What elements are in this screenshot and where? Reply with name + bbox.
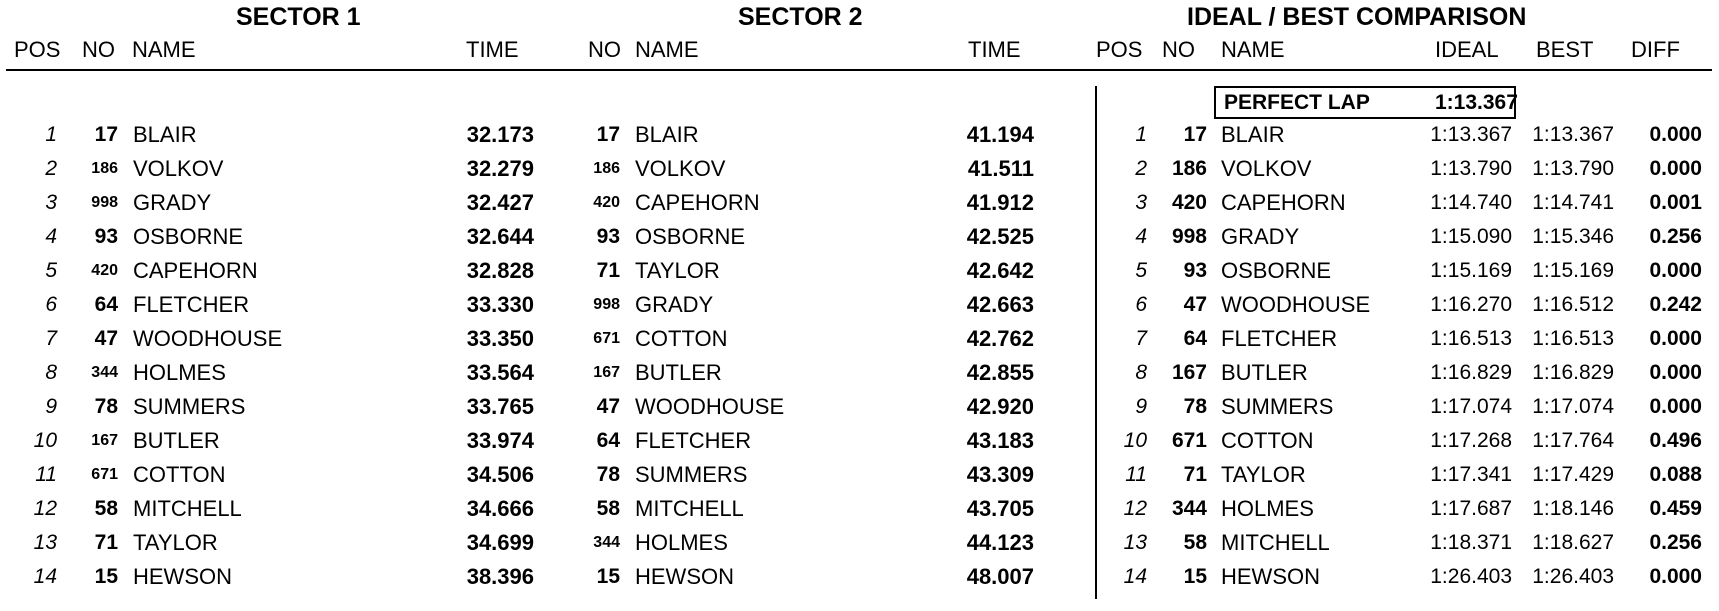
sector2-no: 344 xyxy=(593,534,620,551)
comparison-best: 1:15.346 xyxy=(1532,225,1614,248)
sector1-header-pos: POS xyxy=(14,37,61,62)
comparison-name: VOLKOV xyxy=(1221,156,1312,181)
comparison-best: 1:26.403 xyxy=(1532,565,1614,588)
comparison-pos: 3 xyxy=(1135,191,1147,214)
comparison-name: MITCHELL xyxy=(1221,530,1330,555)
comparison-diff: 0.000 xyxy=(1649,327,1702,350)
sector1-no: 671 xyxy=(91,466,118,483)
sector1-pos: 11 xyxy=(35,463,57,486)
table-row xyxy=(0,220,1719,254)
sector2-no: 93 xyxy=(596,225,620,248)
sector1-no: 420 xyxy=(91,262,118,279)
sector1-time: 34.666 xyxy=(466,496,534,521)
comparison-pos: 13 xyxy=(1123,531,1147,554)
sector1-pos: 12 xyxy=(33,497,57,520)
sector1-pos: 2 xyxy=(45,157,57,180)
comparison-ideal: 1:15.169 xyxy=(1430,259,1512,282)
sector1-time: 34.506 xyxy=(466,462,534,487)
sector1-no: 15 xyxy=(94,565,118,588)
sector1-pos: 3 xyxy=(45,191,57,214)
comparison-pos: 12 xyxy=(1123,497,1147,520)
sector2-time: 42.855 xyxy=(966,360,1034,385)
comparison-diff: 0.256 xyxy=(1649,531,1702,554)
comparison-pos: 8 xyxy=(1135,361,1147,384)
sector1-name: HEWSON xyxy=(133,564,232,589)
sector1-time: 34.699 xyxy=(466,530,534,555)
comparison-diff: 0.459 xyxy=(1649,497,1702,520)
comparison-best: 1:16.829 xyxy=(1532,361,1614,384)
comparison-best: 1:17.764 xyxy=(1532,429,1614,452)
comparison-no: 671 xyxy=(1171,429,1207,452)
sector1-pos: 13 xyxy=(33,531,57,554)
sector1-time: 33.350 xyxy=(466,326,534,351)
comparison-diff: 0.000 xyxy=(1649,157,1702,180)
sector1-pos: 10 xyxy=(33,429,57,452)
sector1-no: 47 xyxy=(94,327,118,350)
comparison-name: TAYLOR xyxy=(1221,462,1306,487)
sector2-name: FLETCHER xyxy=(635,428,752,453)
comparison-pos: 2 xyxy=(1135,157,1147,180)
sector1-no: 71 xyxy=(94,531,118,554)
sector2-header-no: NO xyxy=(588,37,621,62)
comparison-pos: 14 xyxy=(1123,565,1147,588)
comparison-header-no: NO xyxy=(1162,37,1195,62)
sector1-pos: 1 xyxy=(45,123,57,146)
table-row xyxy=(0,356,1719,390)
sector1-name: MITCHELL xyxy=(133,496,242,521)
sector2-time: 43.309 xyxy=(966,462,1034,487)
sector1-time: 32.427 xyxy=(466,190,534,215)
sector1-name: BLAIR xyxy=(133,122,197,147)
comparison-best: 1:17.429 xyxy=(1532,463,1614,486)
comparison-ideal: 1:16.513 xyxy=(1430,327,1512,350)
sector2-name: BUTLER xyxy=(635,360,722,385)
sector1-pos: 6 xyxy=(45,293,57,316)
comparison-no: 64 xyxy=(1183,327,1207,350)
comparison-pos: 1 xyxy=(1135,123,1147,146)
sector2-name: COTTON xyxy=(635,326,728,351)
sector2-no: 671 xyxy=(593,330,620,347)
comparison-no: 93 xyxy=(1183,259,1207,282)
comparison-best: 1:13.367 xyxy=(1532,123,1614,146)
table-row xyxy=(0,560,1719,594)
sector1-time: 32.828 xyxy=(466,258,534,283)
sector2-no: 186 xyxy=(593,160,620,177)
comparison-ideal: 1:26.403 xyxy=(1430,565,1512,588)
perfect-lap-value: 1:13.367 xyxy=(1435,91,1518,114)
sector2-header-time: TIME xyxy=(968,37,1021,62)
comparison-no: 47 xyxy=(1183,293,1207,316)
comparison-ideal: 1:16.270 xyxy=(1430,293,1512,316)
header-rule xyxy=(6,69,1712,71)
comparison-ideal: 1:13.367 xyxy=(1430,123,1512,146)
comparison-diff: 0.242 xyxy=(1649,293,1702,316)
comparison-header-diff: DIFF xyxy=(1631,37,1680,62)
perfect-lap-label: PERFECT LAP xyxy=(1224,91,1370,114)
sector2-name: WOODHOUSE xyxy=(635,394,785,419)
comparison-diff: 0.256 xyxy=(1649,225,1702,248)
sector1-name: TAYLOR xyxy=(133,530,218,555)
sector2-time: 44.123 xyxy=(966,530,1034,555)
sector1-header-time: TIME xyxy=(466,37,519,62)
sector1-time: 32.644 xyxy=(466,224,534,249)
table-row xyxy=(0,424,1719,458)
comparison-best: 1:16.513 xyxy=(1532,327,1614,350)
sector2-time: 41.912 xyxy=(966,190,1034,215)
sector1-no: 167 xyxy=(91,432,118,449)
comparison-header-pos: POS xyxy=(1096,37,1143,62)
comparison-ideal: 1:17.687 xyxy=(1430,497,1512,520)
comparison-best: 1:14.741 xyxy=(1532,191,1614,214)
sector1-header-name: NAME xyxy=(132,37,196,62)
comparison-name: WOODHOUSE xyxy=(1221,292,1371,317)
sector1-name: VOLKOV xyxy=(133,156,224,181)
comparison-no: 17 xyxy=(1183,123,1207,146)
sector1-name: CAPEHORN xyxy=(133,258,258,283)
comparison-diff: 0.000 xyxy=(1649,361,1702,384)
comparison-no: 420 xyxy=(1171,191,1207,214)
sector1-no: 93 xyxy=(94,225,118,248)
sector1-title: SECTOR 1 xyxy=(236,3,361,31)
table-row xyxy=(0,186,1719,220)
comparison-ideal: 1:16.829 xyxy=(1430,361,1512,384)
comparison-best: 1:15.169 xyxy=(1532,259,1614,282)
comparison-no: 998 xyxy=(1171,225,1207,248)
comparison-header-ideal: IDEAL xyxy=(1435,37,1499,62)
sector1-no: 344 xyxy=(91,364,118,381)
sector2-name: HEWSON xyxy=(635,564,734,589)
sector1-header-no: NO xyxy=(82,37,115,62)
table-row xyxy=(0,254,1719,288)
sector1-name: BUTLER xyxy=(133,428,220,453)
comparison-name: HOLMES xyxy=(1221,496,1314,521)
comparison-name: CAPEHORN xyxy=(1221,190,1346,215)
sector1-name: OSBORNE xyxy=(133,224,244,249)
comparison-ideal: 1:18.371 xyxy=(1430,531,1512,554)
sector2-no: 71 xyxy=(596,259,620,282)
comparison-pos: 7 xyxy=(1135,327,1147,350)
comparison-name: COTTON xyxy=(1221,428,1314,453)
comparison-diff: 0.000 xyxy=(1649,395,1702,418)
sector1-time: 33.765 xyxy=(466,394,534,419)
sector1-time: 32.279 xyxy=(466,156,534,181)
comparison-no: 78 xyxy=(1183,395,1207,418)
comparison-best: 1:16.512 xyxy=(1532,293,1614,316)
sector2-time: 43.183 xyxy=(966,428,1034,453)
table-row xyxy=(0,322,1719,356)
comparison-no: 186 xyxy=(1171,157,1207,180)
comparison-ideal: 1:17.268 xyxy=(1430,429,1512,452)
sector2-time: 41.511 xyxy=(967,156,1034,181)
sector2-name: SUMMERS xyxy=(635,462,748,487)
sector1-name: WOODHOUSE xyxy=(133,326,283,351)
sector1-pos: 7 xyxy=(45,327,57,350)
sector1-name: GRADY xyxy=(133,190,212,215)
comparison-ideal: 1:17.074 xyxy=(1430,395,1512,418)
table-row xyxy=(0,152,1719,186)
sector1-no: 17 xyxy=(94,123,118,146)
sector1-name: SUMMERS xyxy=(133,394,246,419)
comparison-diff: 0.000 xyxy=(1649,123,1702,146)
sector2-no: 17 xyxy=(596,123,620,146)
sector2-name: HOLMES xyxy=(635,530,728,555)
sector2-time: 42.525 xyxy=(966,224,1034,249)
comparison-best: 1:17.074 xyxy=(1532,395,1614,418)
comparison-ideal: 1:14.740 xyxy=(1430,191,1512,214)
sector1-pos: 4 xyxy=(45,225,57,248)
comparison-pos: 9 xyxy=(1135,395,1147,418)
sector2-title: SECTOR 2 xyxy=(738,3,863,31)
sector2-name: BLAIR xyxy=(635,122,699,147)
sector1-time: 33.330 xyxy=(466,292,534,317)
table-row xyxy=(0,390,1719,424)
comparison-no: 15 xyxy=(1183,565,1207,588)
comparison-diff: 0.088 xyxy=(1649,463,1702,486)
sector2-name: OSBORNE xyxy=(635,224,746,249)
sector2-time: 41.194 xyxy=(966,122,1034,147)
comparison-name: BLAIR xyxy=(1221,122,1285,147)
sector1-name: COTTON xyxy=(133,462,226,487)
sector1-pos: 14 xyxy=(33,565,57,588)
sector1-no: 78 xyxy=(94,395,118,418)
sector1-time: 33.974 xyxy=(466,428,534,453)
comparison-best: 1:18.627 xyxy=(1532,531,1614,554)
sector2-no: 167 xyxy=(593,364,620,381)
sector2-no: 15 xyxy=(596,565,620,588)
comparison-name: GRADY xyxy=(1221,224,1300,249)
table-row xyxy=(0,288,1719,322)
sector2-time: 48.007 xyxy=(966,564,1034,589)
comparison-title: IDEAL / BEST COMPARISON xyxy=(1187,3,1527,31)
comparison-ideal: 1:13.790 xyxy=(1430,157,1512,180)
sector2-no: 78 xyxy=(596,463,620,486)
comparison-name: OSBORNE xyxy=(1221,258,1332,283)
comparison-no: 71 xyxy=(1183,463,1207,486)
table-row xyxy=(0,458,1719,492)
comparison-diff: 0.001 xyxy=(1649,191,1702,214)
sector1-no: 998 xyxy=(91,194,118,211)
sector1-no: 64 xyxy=(94,293,118,316)
sector1-name: HOLMES xyxy=(133,360,226,385)
sector1-name: FLETCHER xyxy=(133,292,250,317)
sector2-name: VOLKOV xyxy=(635,156,726,181)
sector2-no: 420 xyxy=(593,194,620,211)
comparison-no: 58 xyxy=(1183,531,1207,554)
comparison-pos: 10 xyxy=(1123,429,1147,452)
sector2-no: 58 xyxy=(596,497,620,520)
sector2-time: 42.762 xyxy=(966,326,1034,351)
sector2-name: CAPEHORN xyxy=(635,190,760,215)
comparison-pos: 5 xyxy=(1135,259,1147,282)
comparison-diff: 0.000 xyxy=(1649,259,1702,282)
sector1-time: 38.396 xyxy=(466,564,534,589)
comparison-name: BUTLER xyxy=(1221,360,1308,385)
comparison-diff: 0.496 xyxy=(1649,429,1702,452)
sector2-no: 998 xyxy=(593,296,620,313)
comparison-name: FLETCHER xyxy=(1221,326,1338,351)
table-row xyxy=(0,526,1719,560)
sector2-name: MITCHELL xyxy=(635,496,744,521)
sector2-no: 64 xyxy=(596,429,620,452)
comparison-ideal: 1:15.090 xyxy=(1430,225,1512,248)
sector1-pos: 8 xyxy=(45,361,57,384)
comparison-best: 1:13.790 xyxy=(1532,157,1614,180)
table-row xyxy=(0,118,1719,152)
sector1-time: 33.564 xyxy=(466,360,534,385)
perfect-lap-box xyxy=(1214,86,1516,119)
comparison-pos: 6 xyxy=(1135,293,1147,316)
sector1-no: 186 xyxy=(91,160,118,177)
comparison-no: 344 xyxy=(1171,497,1207,520)
comparison-header-best: BEST xyxy=(1536,37,1594,62)
comparison-name: SUMMERS xyxy=(1221,394,1334,419)
sector2-name: TAYLOR xyxy=(635,258,720,283)
sector1-pos: 5 xyxy=(45,259,57,282)
sector1-pos: 9 xyxy=(45,395,57,418)
sector2-name: GRADY xyxy=(635,292,714,317)
comparison-pos: 4 xyxy=(1135,225,1147,248)
sector2-time: 43.705 xyxy=(966,496,1034,521)
comparison-diff: 0.000 xyxy=(1649,565,1702,588)
comparison-name: HEWSON xyxy=(1221,564,1320,589)
comparison-pos: 11 xyxy=(1125,463,1147,486)
table-row xyxy=(0,492,1719,526)
comparison-header-name: NAME xyxy=(1221,37,1285,62)
sector2-header-name: NAME xyxy=(635,37,699,62)
comparison-best: 1:18.146 xyxy=(1532,497,1614,520)
sector1-no: 58 xyxy=(94,497,118,520)
sector2-time: 42.663 xyxy=(966,292,1034,317)
sector1-time: 32.173 xyxy=(466,122,534,147)
comparison-no: 167 xyxy=(1171,361,1207,384)
sector2-time: 42.920 xyxy=(966,394,1034,419)
comparison-ideal: 1:17.341 xyxy=(1430,463,1512,486)
sector2-time: 42.642 xyxy=(966,258,1034,283)
sector2-no: 47 xyxy=(596,395,620,418)
